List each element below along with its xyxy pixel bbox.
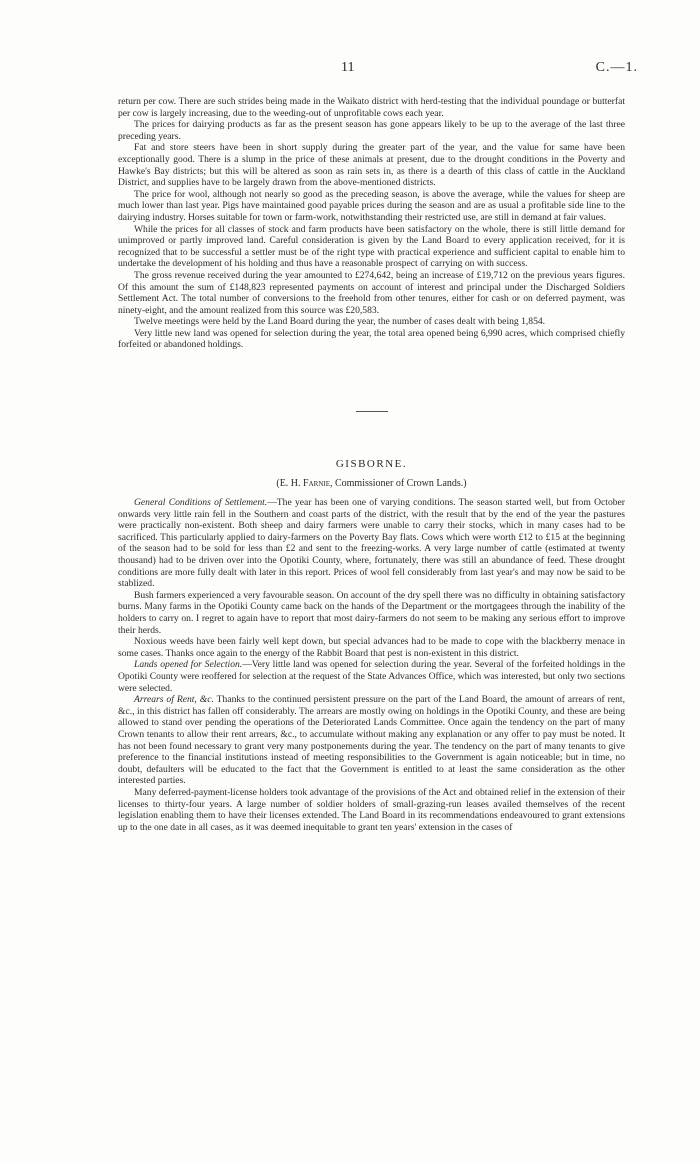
paragraph: The price for wool, although not nearly so good as the preceding season, is above the average, while the values for sheep are much lower than last year. Pigs have maintained good payable prices during the season and are as usual a profitable side line to the dairying industry. Horses suitable for town or farm-work, notwithstanding their restricted use, are still in demand at fair values. xyxy=(118,188,625,223)
paragraph: Many deferred-payment-license holders took advantage of the provisions of the Act and obtained relief in the extension of their licenses to thirty-four years. A large number of soldier holders of small-grazing-run leases availed themselves of the recent legislation enabling them to have their licenses extended. The Land Board in its recommendations endeavoured to grant extensions up to the one date in all cases, as it was deemed inequitable to grant ten years' extension in the cases of xyxy=(118,786,625,833)
paragraph xyxy=(118,497,625,590)
page-body xyxy=(118,96,625,833)
paragraph-heading: General Conditions of Settlement. xyxy=(134,497,268,509)
paragraph: Twelve meetings were held by the Land Board during the year, the number of cases dealt with being 1,854. xyxy=(134,316,546,328)
page-number: 11 xyxy=(341,60,355,75)
paragraph: Very little new land was opened for selection during the year, the total area opened being 6,990 acres, which comprised chiefly forfeited or abandoned holdings. xyxy=(118,327,625,351)
paragraph-text: —The year has been one of varying conditions. The season started well, but from October onwards very little rain fell in the Southern and coast parts of the district, with the result that by the end of the year the pastures were practically non-existent. Both sheep and dairy farmers were unable to carry their stocks, which in many cases had to be sacrificed. This particularly applied to dairy-farmers on the Poverty Bay flats. Cows which were worth £12 to £15 at the beginning of the season had to be sold for less than £2 and sent to the freezing-works. A very large number of cattle (estimated at twenty thousand) had to be driven over into the Opotiki County, where, fortunately, there was still an abundance of feed. These drought conditions are more fully dealt with later in this report. Prices of wool fell considerably from last year's and may now be said to be stablized. xyxy=(118,497,625,590)
page-header xyxy=(0,60,700,80)
paragraph: Fat and store steers have been in short supply during the greater part of the year, and the value for same have been exceptionally good. There is a slump in the price of these animals at present, due to the drought conditions in the Poverty and Hawke's Bay districts; but this will be altered as soon as rain sets in, as there is a dearth of this class of cattle in the Auckland District, and supplies have to be largely drawn from the above-mentioned districts. xyxy=(118,142,625,189)
paragraph: The prices for dairying products as far as the present season has gone appears likely to be up to the average of the last three preceding years. xyxy=(118,119,625,142)
paragraph-text: Thanks to the continued persistent pressure on the part of the Land Board, the amount of arrears of rent, &c., in this district has fallen off considerably. The arrears are mostly owing on holdings in the Opotiki County, and these are being allowed to stand over pending the operations of the Deteriorated Lands Committee. Once again the tendency on the part of many Crown tenants to allow their rent arrears, &c., to accumulate without making any explanation or any offer to pay must be noted. It has not been found necessary to grant very many postponements during the year. The tendency on the part of many tenants to give preference to the financial institutions instead of meeting responsibilities to the Government is again noticeable; but in time, no doubt, defaulters will be educated to the fact that the Government is entitled to at least the same consideration as the other interested parties. xyxy=(118,694,626,787)
paragraph-heading: Arrears of Rent, &c. xyxy=(134,694,214,706)
document-code: C.—1. xyxy=(595,60,638,75)
paragraph-text: —Very little land was opened for selection during the year. Several of the forfeited holdings in the Opotiki County were reoffered for selection at the request of the State Advances Office, which was interested, but only two sections were selected. xyxy=(118,659,625,694)
section-divider xyxy=(356,411,388,412)
paragraph: Noxious weeds have been fairly well kept down, but special advances had to be made to cope with the blackberry menace in some cases. Thanks once again to the energy of the Rabbit Board that pest is non-existent in this district. xyxy=(118,636,625,659)
paragraph: The gross revenue received during the year amounted to £274,642, being an increase of £19,712 on the previous years figures. Of this amount the sum of £148,823 represented payments on account of interest and principal under the Discharged Soldiers Settlement Act. The total number of conversions to the freehold from other tenures, either for cash or on deferred payment, was ninety-eight, and the amount realized from this source was £20,583. xyxy=(118,269,625,316)
commissioner-name: Farnie xyxy=(303,478,330,490)
paragraph xyxy=(118,694,625,787)
section-title: GISBORNE. xyxy=(335,458,408,471)
paragraph: return per cow. There are such strides being made in the Waikato district with herd-testing that the individual poundage or butterfat per cow is largely increasing, due to the weeding-out of unprofitable cows each year. xyxy=(118,96,625,119)
section-subtitle xyxy=(118,478,625,489)
paragraph: Bush farmers experienced a very favourable season. On account of the dry spell there was no difficulty in obtaining satisfactory burns. Many farms in the Opotiki County came back on the hands of the Department or the mortgagees through the inability of the holders to carry on. I regret to again have to report that most dairy-farmers do not seem to be making any serious effort to improve their herds. xyxy=(118,589,625,636)
subtitle-prefix: (E. H. xyxy=(276,478,304,490)
paragraph xyxy=(118,659,625,694)
paragraph-heading: Lands opened for Selection. xyxy=(134,659,243,671)
paragraph: While the prices for all classes of stock and farm products have been satisfactory on the whole, there is still little demand for unimproved or partly improved land. Careful consideration is given by the Land Board to every application received, for it is recognized that to be successful a settler must be of the right type with practical experience and sufficient capital to enable him to undertake the development of his holding and thus have a reasonable prospect of carrying on with success. xyxy=(118,223,625,270)
subtitle-suffix: , Commissioner of Crown Lands.) xyxy=(329,478,467,490)
